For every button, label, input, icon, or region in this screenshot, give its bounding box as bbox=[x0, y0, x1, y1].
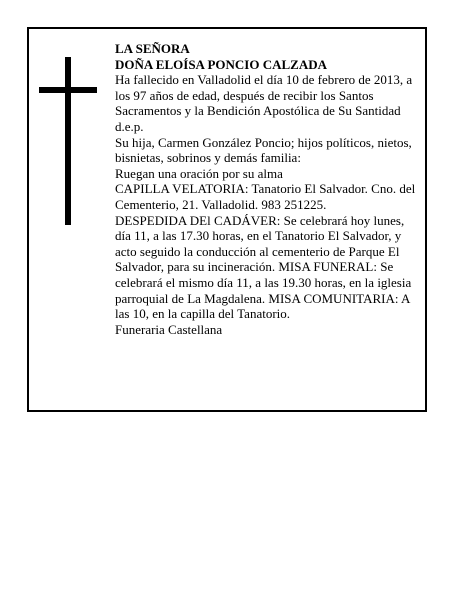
deceased-name: DOÑA ELOÍSA PONCIO CALZADA bbox=[115, 56, 328, 72]
wake-chapel-info: CAPILLA VELATORIA: Tanatorio El Salvador. Cno. del Cementerio, 21. Valladolid. 983 251225. bbox=[115, 181, 416, 212]
funeral-home: Funeraria Castellana bbox=[115, 321, 223, 337]
title-line-1: LA SEÑORA bbox=[115, 41, 190, 56]
cross-horizontal-bar bbox=[39, 87, 97, 93]
family-members: Su hija, Carmen González Poncio; hijos políticos, nietos, bisnietas, sobrinos y demás familia: bbox=[115, 134, 412, 166]
obituary-text bbox=[115, 41, 420, 337]
funeral-details: DESPEDIDA DEl CADÁVER: Se celebrará hoy lunes, día 11, a las 17.30 horas, en el Tanatorio El Salvador, y acto seguido la conducción al cementerio de Parque El Salvador, para su incineración. MISA FUNERAL: Se celebrará el mismo día 11, a las 19.30 horas, en la iglesia parroquial de La Magdalena. MISA COMUNITARIA: A las 10, en la capilla del Tanatorio. bbox=[115, 212, 412, 322]
cross-vertical-bar bbox=[65, 57, 71, 225]
obituary-notice bbox=[27, 27, 427, 412]
latin-cross-icon bbox=[39, 57, 99, 227]
death-announcement: Ha fallecido en Valladolid el día 10 de febrero de 2013, a los 97 años de edad, después de recibir los Santos Sacramentos y la Bendición Apostólica de Su Santidad d.e.p. bbox=[115, 72, 413, 134]
prayer-request: Ruegan una oración por su alma bbox=[115, 165, 283, 181]
